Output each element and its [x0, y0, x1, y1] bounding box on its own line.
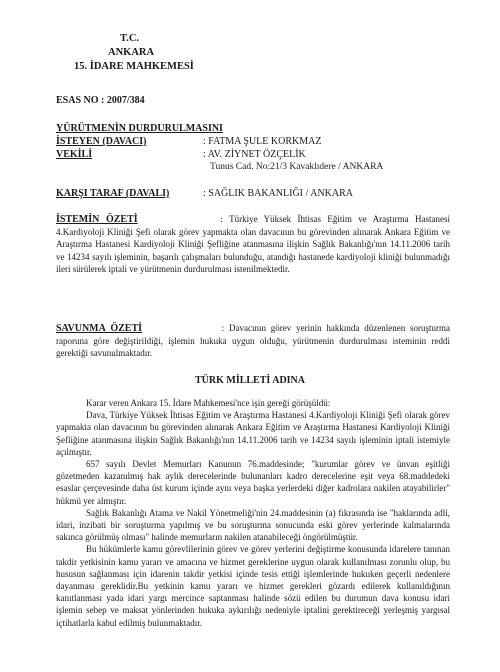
paragraph: Karar veren Ankara 15. İdare Mahkemesi'nce işin gereği görüşüldü: — [86, 398, 331, 408]
yurutme-title: YÜRÜTMENİN DURDURULMASINI — [56, 123, 223, 134]
vekil-address: Tunus Cad. No:21/3 Kavaklıdere / ANKARA — [210, 162, 384, 172]
istem-section — [56, 213, 450, 275]
karsi-taraf-value: : SAĞLIK BAKANLIĞI / ANKARA — [203, 188, 353, 199]
savunma-section — [56, 322, 450, 360]
decision-body — [56, 397, 450, 629]
paragraph: 657 sayılı Devlet Memurları Kanunun 76.maddesinde; "kurumlar görev ve ünvan eşitliği gözetmeden kazanılmış hak aylık derecelerinde bulunanları kadro derecelerine eşit veya 68.maddedeki esaslar çerçevesinde daha üst kurum içinde aynı veya başka yerlerdeki diğer kadrolara nakilen atayabilirler" hükmü yer almıştır. — [56, 459, 450, 506]
decision-title: TÜRK MİLLETİ ADINA — [194, 375, 306, 386]
court-tc: T.C. — [120, 33, 140, 44]
karsi-taraf-label: KARŞI TARAF (DAVALI) — [56, 188, 170, 199]
savunma-label: SAVUNMA ÖZETİ — [56, 323, 143, 334]
paragraph: Bu hükümlerle kamu görevlilerinin görev ve görev yerlerini değiştirme konusunda idarelere tanınan takdir yetkisinin kamu yararı ve amacına ve hizmet gereklerine uygun olarak kullanılması zorunlu olup, bu hususun sağlanması için idarenin takdir yetkisi içinde tesis ettiği işlemlerinde hukuken geçerli nedenlere dayanması gereklidir.Bu yetkinin kamu yararı ve hizmet gerekleri gözardı edilerek kullanıldığının kanıtlanması yada idari yargı mercince saptanması halinde sözü edilen bu durumun dava konusu idari işlemin sebep ve maksat yönlerinden hukuka aykırılığı nedeniyle iptalini gerektireceği yerleşmiş yargısal içtihatlarla kabul edilmiş bulunmaktadır. — [56, 544, 450, 628]
paragraph: Dava, Türkiye Yüksek İhtisas Eğitim ve Araştırma Hastanesi 4.Kardiyoloji Kliniği Şefi olarak görev yapmakta olan davacının bu görevinden alınarak Ankara Eğitim ve Araştırma Hastanesi Kardiyoloji Kliniği Şefliğine atanmasına ilişkin Sağlık Bakanlığı'nın 14.11.2006 tarih ve 14234 sayılı işleminin iptali istemiyle açılmıştır. — [56, 410, 450, 457]
esas-no: ESAS NO : 2007/384 — [56, 95, 145, 106]
vekil-label: VEKİLİ — [56, 149, 93, 160]
vekil-value: : AV. ZİYNET ÖZÇELİK — [203, 149, 306, 160]
paragraph: Sağlık Bakanlığı Atama ve Nakil Yönetmeliği'nin 24.maddesinin (a) fıkrasında ise "haklarında adli, idari, inzibati bir soruşturma yapılmış ve bu soruşturma sonucunda eski görev yerlerinde kalmalarında sakınca görülmüş olması" halinde memurların nakilen atanabileceği öngörülmüştür. — [56, 507, 450, 543]
istem-label: İSTEMİN ÖZETİ — [56, 214, 138, 225]
isteyen-value: : FATMA ŞULE KORKMAZ — [203, 136, 322, 147]
court-name: 15. İDARE MAHKEMESİ — [74, 61, 194, 72]
savunma-text: : Davacının görev yerinin hakkında düzenlenen soruşturma raporuna göre değiştirildiği, işlemin hukuka uygun olduğu, yürütmenin durdurulması isteminin reddi gerektiği savunulmaktadır. — [56, 323, 451, 359]
istem-text: : Türkiye Yüksek İhtisas Eğitim ve Araştırma Hastanesi 4.Kardiyoloji Kliniği Şefi olarak görev yapmakta olan davacının bu görevinden alınarak Ankara Eğitim ve Araştırma Hastanesi Kardiyoloji Kliniği Şefliğine atanmasına ilişkin Sağlık Bakanlığı'nın 14.11.2006 tarih ve 14234 sayılı işleminin, başarılı çalışmaları bulunduğu, atandığı hastanede kardiyoloji kliniği bulunmadığı ileri sürülerek iptali ve yürütmenin durdurulması istenilmektedir. — [56, 214, 450, 274]
court-city: ANKARA — [108, 47, 155, 58]
isteyen-label: İSTEYEN (DAVACI) — [56, 136, 147, 147]
